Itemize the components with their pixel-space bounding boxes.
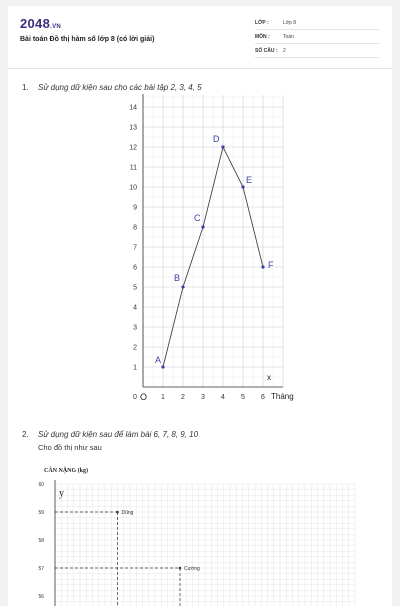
y-tick-label: 14: [129, 104, 137, 112]
y-tick-label: 8: [133, 224, 137, 232]
x-tick-label: 6: [261, 394, 265, 401]
y-tick-label: 13: [129, 124, 137, 132]
meta-label: SỐ CÂU :: [255, 48, 278, 54]
y-tick-label: 7: [133, 244, 137, 252]
y-tick-label: 2: [133, 344, 137, 352]
data-point: [261, 265, 264, 268]
y-tick-label: 5: [133, 284, 137, 292]
x-tick-label: 4: [221, 394, 225, 401]
x-tick-label: 5: [241, 394, 245, 401]
question-text: Sử dụng dữ kiện sau để làm bài 6, 7, 8, 9, 10: [38, 430, 199, 439]
data-point-label: E: [246, 175, 253, 185]
meta-value: 2: [283, 48, 286, 54]
chart-series: [55, 510, 200, 606]
logo-main: 2048: [20, 16, 51, 31]
y-tick-label: 57: [38, 566, 44, 572]
meta-row-subject: [255, 31, 379, 44]
meta-value: Lớp 8: [283, 20, 297, 26]
y-tick-label: 59: [38, 510, 44, 516]
data-point: [161, 365, 164, 368]
meta-row-question-count: [255, 45, 379, 58]
x-tick-label: 0: [133, 394, 137, 401]
chart-tick-labels: [38, 482, 44, 600]
y-tick-label: 12: [129, 144, 137, 152]
site-logo[interactable]: [20, 16, 61, 31]
meta-label: MÔN :: [255, 34, 270, 40]
y-tick-label: 9: [133, 204, 137, 212]
meta-row-grade: [255, 17, 379, 30]
y-tick-label: 56: [38, 594, 44, 600]
question-2-subtext: Cho đồ thị như sau: [38, 443, 102, 452]
document-title: Bài toán Đồ thị hàm số lớp 8 (có lời giải): [20, 36, 155, 43]
data-point: [116, 511, 119, 514]
x-axis-unit-label: Tháng: [271, 392, 294, 401]
data-point-label: A: [155, 355, 162, 365]
question-number: 1.: [22, 83, 29, 92]
data-point: [221, 145, 224, 148]
y-tick-label: 6: [133, 264, 137, 272]
data-point-label: D: [213, 134, 220, 144]
y-tick-label: 58: [38, 538, 44, 544]
data-point-label: B: [174, 273, 181, 283]
x-tick-label: 1: [161, 394, 165, 401]
x-tick-label: 3: [201, 394, 205, 401]
meta-label: LỚP :: [255, 20, 269, 26]
question-1: [22, 83, 202, 92]
data-point: [181, 285, 184, 288]
document-page: [8, 6, 392, 606]
y-tick-label: 10: [129, 184, 137, 192]
chart-grid: [55, 484, 355, 606]
data-point-label: C: [194, 213, 201, 223]
logo-suffix: .VN: [50, 24, 62, 30]
chart-title: CÂN NẶNG (kg): [44, 468, 88, 474]
origin-label: O: [140, 392, 148, 402]
data-point: [179, 567, 182, 570]
temperature-chart: [108, 94, 308, 416]
meta-value: Toán: [283, 34, 294, 40]
y-tick-label: 1: [133, 364, 137, 372]
question-text: Sử dụng dữ kiện sau cho các bài tập 2, 3, 4, 5: [38, 83, 202, 92]
data-point-label: Dũng: [121, 510, 134, 516]
chart-tick-labels: [129, 105, 265, 402]
data-point: [201, 225, 204, 228]
document-header: [8, 6, 392, 69]
x-axis-label: x: [267, 373, 271, 382]
question-2: [22, 430, 198, 439]
y-tick-label: 11: [129, 164, 137, 172]
data-point: [241, 185, 244, 188]
data-point-label: F: [268, 260, 274, 270]
question-number: 2.: [22, 430, 29, 439]
y-tick-label: 3: [133, 324, 137, 332]
y-tick-label: 4: [133, 304, 137, 312]
y-axis-label: y: [59, 488, 64, 499]
y-tick-label: 60: [38, 482, 44, 488]
x-tick-label: 2: [181, 394, 185, 401]
data-point-label: Cường: [184, 566, 200, 572]
chart-axes: [141, 94, 283, 387]
weight-chart: [30, 458, 360, 606]
